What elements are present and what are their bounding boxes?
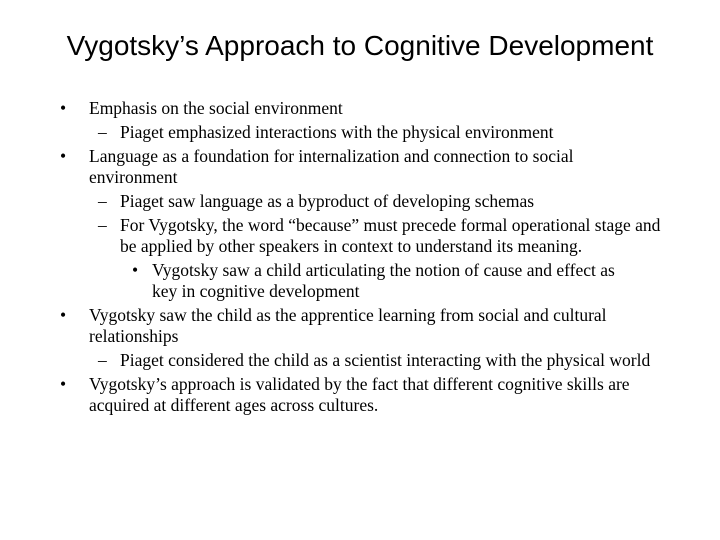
- slide-body: [0, 98, 720, 419]
- sub-bullet-text: Piaget saw language as a byproduct of developing schemas: [120, 191, 535, 211]
- sub-bullet-text: Piaget considered the child as a scientist interacting with the physical world: [120, 350, 651, 370]
- dash-marker: –: [98, 191, 107, 211]
- bullet-text: Emphasis on the social environment: [89, 98, 343, 118]
- bullet-marker: •: [60, 98, 67, 118]
- sub-sub-bullet-item: [0, 260, 642, 302]
- sub-bullet-text: Piaget emphasized interactions with the physical environment: [120, 122, 554, 142]
- sub-bullet-item: [0, 122, 665, 143]
- bullet-text: Vygotsky saw the child as the apprentice learning from social and cultural relationships: [89, 305, 607, 346]
- bullet-item: [0, 305, 659, 347]
- sub-bullet-item: [0, 215, 665, 257]
- sub-bullet-item: [0, 191, 665, 212]
- dash-marker: –: [98, 350, 107, 370]
- slide-title: Vygotsky’s Approach to Cognitive Development: [66, 30, 654, 61]
- sub-bullet-item: [0, 350, 665, 371]
- bullet-text: Language as a foundation for internalization and connection to social environment: [89, 146, 574, 187]
- bullet-marker: •: [60, 146, 67, 166]
- bullet-text: Vygotsky’s approach is validated by the fact that different cognitive skills are acquired at different ages across cultures.: [89, 374, 630, 415]
- bullet-marker: •: [60, 305, 67, 325]
- bullet-marker: •: [60, 374, 67, 394]
- sub-bullet-text: For Vygotsky, the word “because” must precede formal operational stage and be applied by other speakers in context to understand its meaning.: [120, 215, 661, 256]
- dash-marker: –: [98, 215, 107, 235]
- bullet-item: [0, 374, 659, 416]
- dash-marker: –: [98, 122, 107, 142]
- sub-sub-bullet-text: Vygotsky saw a child articulating the notion of cause and effect as key in cognitive development: [152, 260, 615, 301]
- bullet-marker: •: [132, 260, 139, 280]
- bullet-item: [0, 98, 659, 119]
- bullet-item: [0, 146, 659, 188]
